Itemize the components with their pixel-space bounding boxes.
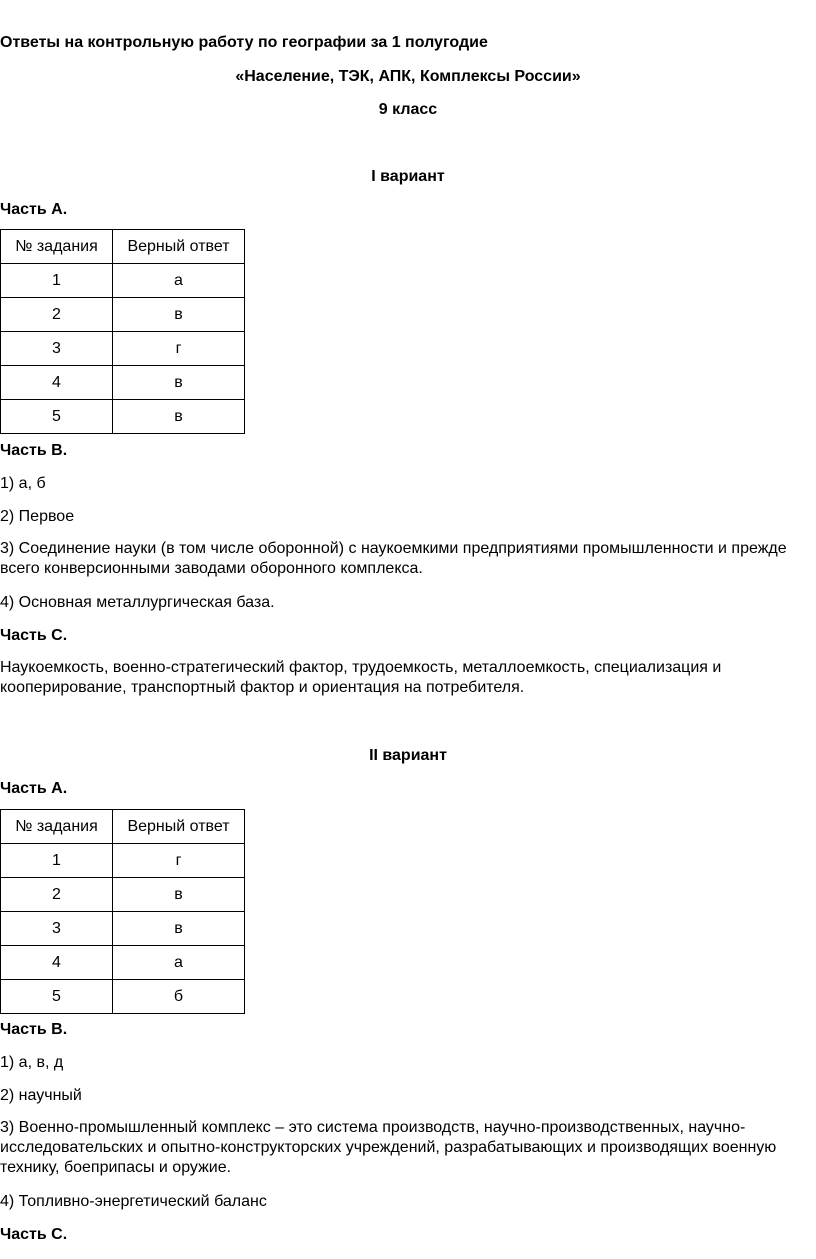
table-cell: в [113,366,245,400]
table-cell: в [113,878,245,912]
table-header-row [1,230,245,264]
variant1-answer-b3: 3) Соединение науки (в том числе оборонной) с наукоемкими предприятиями промышленности и прежде всего конверсионными заводами оборонного комплекса. [0,540,787,577]
table-row [1,332,245,366]
table-cell: в [113,298,245,332]
table-header-cell: Верный ответ [113,230,245,264]
grade-label: 9 класс [378,101,438,118]
variant1-part-c-heading: Часть С. [0,627,68,644]
variant1-heading: I вариант [371,168,445,185]
table-cell: 4 [1,946,113,980]
table-cell: 5 [1,400,113,434]
variant1-part-b-heading: Часть В. [0,442,68,459]
variant2-part-b-heading: Часть В. [0,1021,68,1038]
table-row [1,980,245,1014]
table-cell: 1 [1,264,113,298]
table-cell: в [113,400,245,434]
table-cell: 2 [1,878,113,912]
table-cell: 3 [1,332,113,366]
variant2-answer-b3: 3) Военно-промышленный комплекс – это система производств, научно-производственных, научно-исследовательских и опытно-конструкторских учреждений, разрабатывающих и производящих военную технику, боеприпасы и оружие. [0,1119,777,1176]
variant2-answer-b4: 4) Топливно-энергетический баланс [0,1193,267,1210]
variant1-answer-b2: 2) Первое [0,508,75,525]
variant1-answer-table [0,229,245,434]
variant1-answer-b4: 4) Основная металлургическая база. [0,594,275,611]
document-title: Ответы на контрольную работу по географии за 1 полугодие [0,34,488,51]
variant1-part-a-heading: Часть А. [0,201,68,218]
table-row [1,264,245,298]
variant2-heading: II вариант [369,747,447,764]
table-row [1,844,245,878]
table-cell: а [113,264,245,298]
table-cell: б [113,980,245,1014]
table-cell: в [113,912,245,946]
variant2-answer-b1: 1) а, в, д [0,1054,64,1071]
table-cell: а [113,946,245,980]
table-row [1,298,245,332]
table-cell: 3 [1,912,113,946]
table-row [1,400,245,434]
variant2-answer-b2: 2) научный [0,1087,82,1104]
table-header-cell: № задания [1,230,113,264]
table-cell: г [113,332,245,366]
table-cell: 2 [1,298,113,332]
variant1-answer-b1: 1) а, б [0,475,46,492]
table-row [1,878,245,912]
table-header-cell: Верный ответ [113,810,245,844]
table-row [1,912,245,946]
variant2-answer-table [0,809,245,1014]
table-cell: г [113,844,245,878]
table-cell: 5 [1,980,113,1014]
table-row [1,366,245,400]
table-row [1,946,245,980]
document-subtitle: «Население, ТЭК, АПК, Комплексы России» [235,68,581,85]
table-header-cell: № задания [1,810,113,844]
table-cell: 1 [1,844,113,878]
table-cell: 4 [1,366,113,400]
table-header-row [1,810,245,844]
variant2-part-c-heading: Часть С. [0,1226,68,1243]
variant2-part-a-heading: Часть А. [0,780,68,797]
variant1-answer-c: Наукоемкость, военно-стратегический фактор, трудоемкость, металлоемкость, специализация и кооперирование, транспортный фактор и ориентация на потребителя. [0,659,722,696]
